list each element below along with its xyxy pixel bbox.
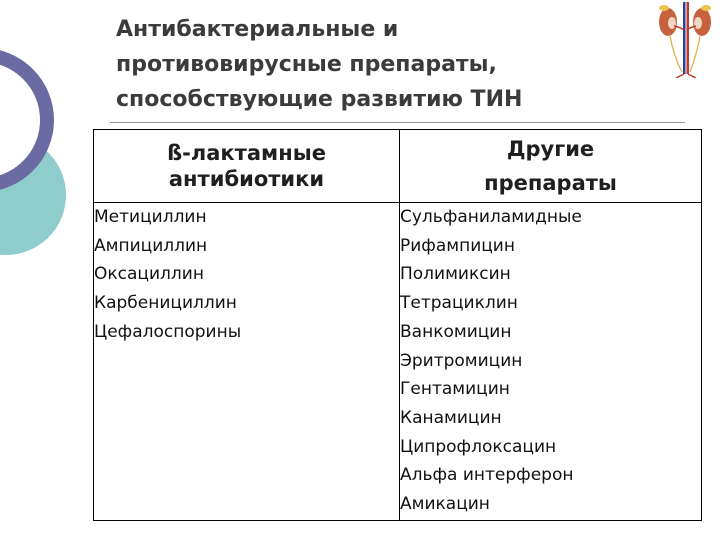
title-divider	[110, 122, 685, 123]
list-item: Сульфаниламидные	[400, 207, 582, 227]
title-line-3: способствующие развитию ТИН	[116, 87, 523, 112]
header-line: препараты	[484, 171, 617, 195]
list-item: Альфа интерферон	[400, 465, 574, 486]
title-line-1: Антибактериальные и	[116, 17, 399, 42]
other-drugs-list-cell	[400, 203, 702, 521]
list-item: Амикацин	[400, 494, 490, 515]
list-item: Рифампицин	[400, 235, 515, 256]
list-item: Карбенициллин	[94, 293, 237, 314]
other-drugs-list	[400, 203, 701, 519]
header-line: ß-лактамные	[167, 141, 326, 165]
list-item: Ампициллин	[94, 235, 208, 256]
header-line: антибиотики	[168, 167, 325, 191]
list-item: Гентамицин	[400, 379, 510, 400]
list-item: Тетрациклин	[400, 293, 518, 314]
list-item: Метициллин	[94, 207, 207, 227]
title-line-2: противовирусные препараты,	[116, 52, 497, 77]
list-item: Цефалоспорины	[94, 321, 242, 342]
beta-lactams-list	[94, 203, 399, 347]
header-line: Другие	[506, 137, 595, 161]
list-item: Оксациллин	[94, 264, 204, 285]
header-other-drugs	[400, 130, 702, 203]
table-row	[94, 203, 702, 521]
header-beta-lactams	[94, 130, 400, 203]
table-header-row	[94, 130, 702, 203]
circles-decoration	[0, 0, 90, 300]
list-item: Ванкомицин	[400, 321, 512, 342]
list-item: Канамицин	[400, 407, 502, 428]
list-item: Полимиксин	[400, 264, 511, 285]
beta-lactams-list-cell	[94, 203, 400, 521]
drugs-table	[93, 129, 702, 521]
list-item: Ципрофлоксацин	[400, 436, 557, 457]
kidneys-anatomy-icon	[652, 2, 718, 78]
list-item: Эритромицин	[400, 350, 523, 371]
page-title	[116, 12, 616, 117]
